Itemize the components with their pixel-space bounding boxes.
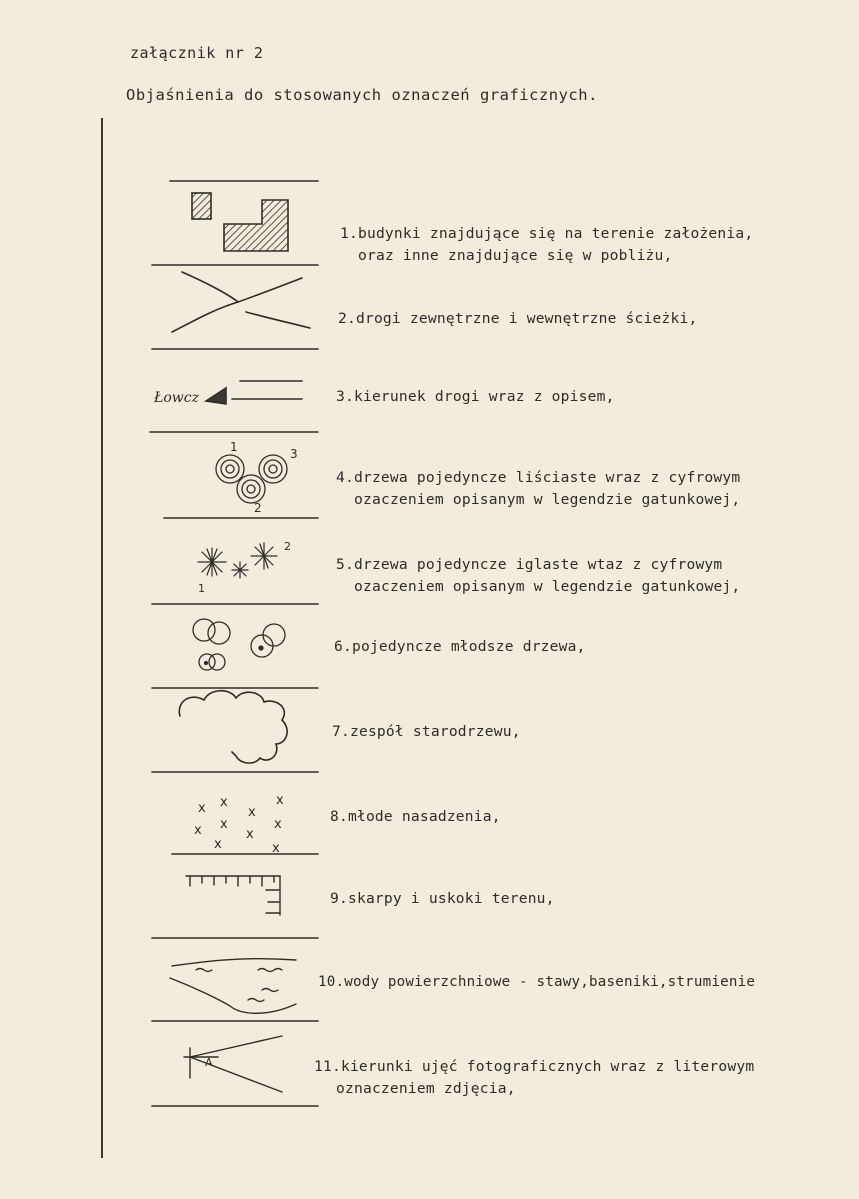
svg-text:x: x	[272, 841, 280, 856]
legend-text: 3.kierunek drogi wraz z opisem,	[336, 388, 615, 405]
svg-text:x: x	[248, 805, 256, 820]
legend-text: 8.młode nasadzenia,	[330, 808, 501, 825]
legend-item-4	[336, 467, 740, 511]
legend-text: oznaczeniem zdjęcia,	[336, 1080, 516, 1097]
svg-text:x: x	[274, 817, 282, 832]
young-tree-symbol	[193, 619, 285, 670]
legend-item-6	[334, 636, 586, 658]
legend-text: 7.zespół starodrzewu,	[332, 723, 521, 740]
conifer-symbol	[198, 543, 277, 578]
legend-item-5	[336, 554, 740, 598]
legend-text: 6.pojedyncze młodsze drzewa,	[334, 638, 586, 655]
legend-text: 10.wody powierzchniowe - stawy,baseniki,strumienie	[318, 974, 756, 990]
road-direction-symbol	[206, 381, 302, 404]
tree-number: 2	[284, 540, 291, 553]
young-plantings-symbol	[194, 793, 284, 856]
legend-text: 5.drzewa pojedyncze iglaste wtaz z cyfrowym	[336, 556, 723, 573]
deciduous-tree-symbol	[216, 455, 287, 503]
legend-item-3	[336, 386, 615, 408]
legend-item-11	[314, 1056, 754, 1100]
building-symbol	[192, 193, 288, 251]
slope-symbol	[186, 876, 280, 915]
svg-text:x: x	[198, 801, 206, 816]
svg-text:x: x	[194, 823, 202, 838]
legend-text: 11.kierunki ujęć fotograficznych wraz z literowym	[314, 1058, 755, 1075]
photo-letter: A	[205, 1056, 213, 1069]
old-trees-symbol	[179, 691, 287, 763]
legend-item-2	[338, 308, 697, 330]
road-symbol	[172, 272, 310, 332]
svg-text:x: x	[220, 795, 228, 810]
legend-item-8	[330, 806, 501, 828]
svg-text:x: x	[220, 817, 228, 832]
legend-item-7	[332, 721, 521, 743]
tree-number: 2	[254, 501, 262, 515]
legend-text: 9.skarpy i uskoki terenu,	[330, 890, 555, 907]
legend-text: ozaczeniem opisanym w legendzie gatunkowej,	[354, 578, 741, 595]
svg-text:x: x	[276, 793, 284, 808]
legend-item-10	[318, 971, 755, 993]
attachment-label: załącznik nr 2	[130, 44, 264, 62]
legend-item-9	[330, 888, 555, 910]
legend-text: 4.drzewa pojedyncze liściaste wraz z cyfrowym	[336, 469, 741, 486]
tree-number: 1	[230, 440, 238, 454]
legend-text: ozaczeniem opisanym w legendzie gatunkowej,	[354, 491, 741, 508]
svg-text:x: x	[246, 827, 254, 842]
legend-item-1	[340, 223, 753, 267]
tree-number: 3	[290, 447, 298, 461]
road-name-label: Łowcz	[154, 390, 199, 406]
page-title: Objaśnienia do stosowanych oznaczeń graficznych.	[126, 86, 598, 104]
svg-text:x: x	[214, 837, 222, 852]
tree-number: 1	[198, 582, 205, 595]
water-symbol	[170, 959, 296, 1014]
legend-text: 1.budynki znajdujące się na terenie założenia,	[340, 225, 754, 242]
legend-text: 2.drogi zewnętrzne i wewnętrzne ścieżki,	[338, 310, 698, 327]
photo-direction-symbol	[184, 1036, 282, 1092]
legend-text: oraz inne znajdujące się w pobliżu,	[358, 247, 673, 264]
